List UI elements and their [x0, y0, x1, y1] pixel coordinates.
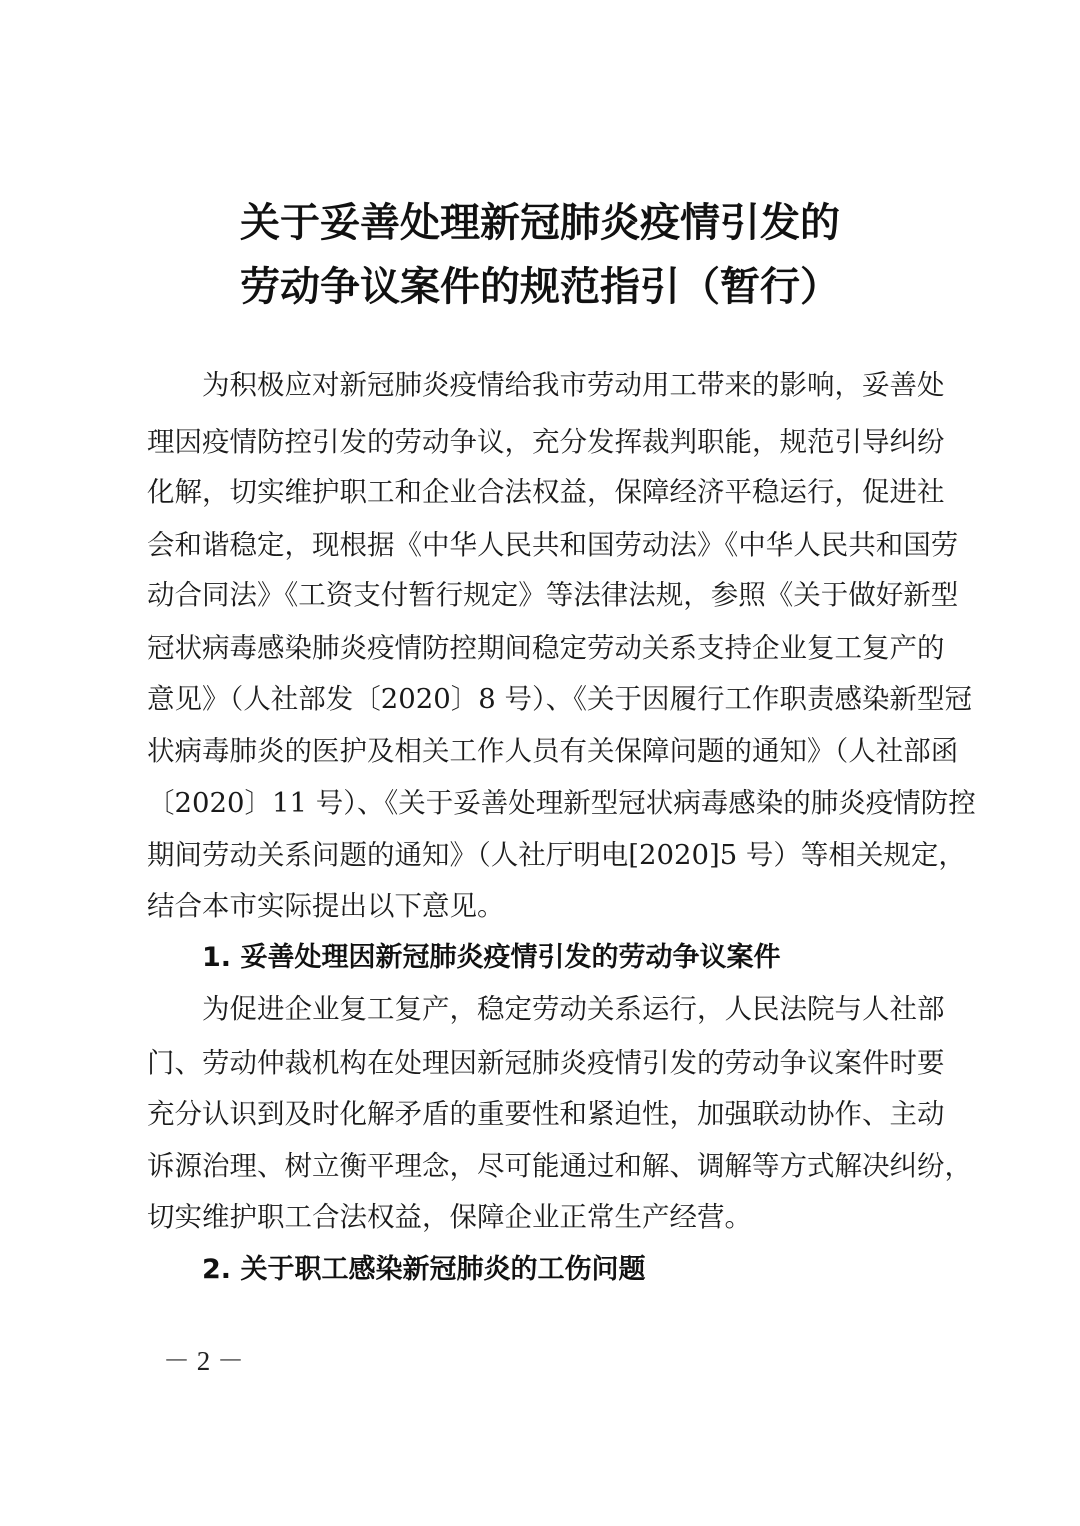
page-number: － 2 － [163, 1346, 244, 1376]
section-1-line: 诉源治理、树立衡平理念，尽可能通过和解、调解等方式解决纠纷， [147, 1150, 972, 1182]
intro-line: 会和谐稳定，现根据《中华人民共和国劳动法》《中华人民共和国劳 [147, 529, 959, 561]
intro-line: 理因疫情防控引发的劳动争议，充分发挥裁判职能，规范引导纠纷 [147, 426, 945, 458]
intro-line: 冠状病毒感染肺炎疫情防控期间稳定劳动关系支持企业复工复产的 [147, 632, 945, 664]
intro-line: 意见》（人社部发〔2020〕8 号）、《关于因履行工作职责感染新型冠 [147, 683, 972, 715]
intro-line: 结合本市实际提出以下意见。 [147, 890, 505, 922]
section-1-heading: 1. 妥善处理因新冠肺炎疫情引发的劳动争议案件 [202, 942, 781, 973]
section-2-heading: 2. 关于职工感染新冠肺炎的工伤问题 [202, 1254, 646, 1285]
intro-line: 动合同法》《工资支付暂行规定》等法律法规，参照《关于做好新型 [147, 579, 959, 611]
intro-line: 〔2020〕11 号）、《关于妥善处理新型冠状病毒感染的肺炎疫情防控 [147, 787, 976, 819]
section-1-line: 为促进企业复工复产，稳定劳动关系运行，人民法院与人社部 [202, 993, 945, 1025]
document-title-line-2: 劳动争议案件的规范指引（暂行） [240, 264, 840, 310]
intro-line: 状病毒肺炎的医护及相关工作人员有关保障问题的通知》（人社部函 [147, 735, 959, 767]
intro-line: 化解，切实维护职工和企业合法权益，保障经济平稳运行，促进社 [147, 476, 945, 508]
intro-line: 为积极应对新冠肺炎疫情给我市劳动用工带来的影响，妥善处 [202, 369, 945, 401]
intro-line: 期间劳动关系问题的通知》（人社厅明电[2020]5 号）等相关规定， [147, 839, 966, 871]
document-title-line-1: 关于妥善处理新冠肺炎疫情引发的 [240, 200, 840, 246]
section-1-line: 门、劳动仲裁机构在处理因新冠肺炎疫情引发的劳动争议案件时要 [147, 1047, 945, 1079]
section-1-line: 切实维护职工合法权益，保障企业正常生产经营。 [147, 1201, 752, 1233]
section-1-line: 充分认识到及时化解矛盾的重要性和紧迫性，加强联动协作、主动 [147, 1098, 945, 1130]
